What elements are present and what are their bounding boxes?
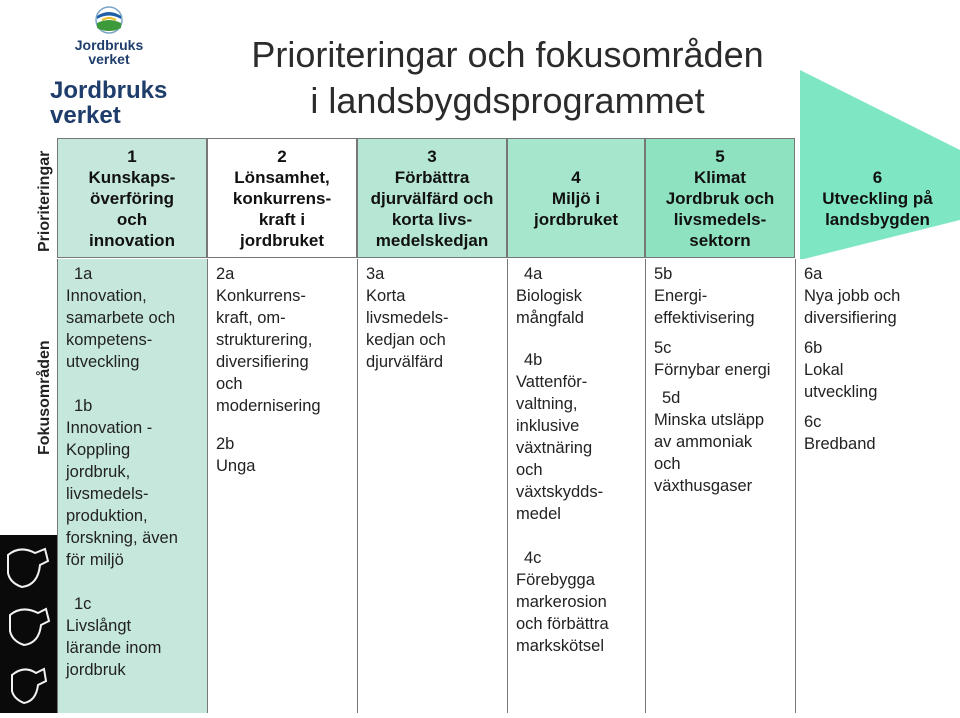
focus-item-4a [516, 263, 641, 329]
focus-item-2a [216, 263, 353, 417]
focus-code: 6b [804, 339, 823, 357]
focus-code: 4a [524, 265, 543, 283]
page-title [205, 32, 810, 124]
priority-4 [507, 138, 645, 258]
focus-text: Biologisk mångfald [516, 287, 584, 327]
focus-text: Bredband [804, 435, 876, 453]
focus-item-6c [804, 411, 956, 455]
focus-column-2 [207, 259, 357, 713]
focus-text: Korta livsmedels- kedjan och djurvälfärd [366, 287, 449, 371]
focus-text: Vattenför- valtning, inklusive växtnäring och växtskydds- medel [516, 373, 604, 523]
focus-code: 3a [366, 265, 385, 283]
focus-text: Konkurrens- kraft, om- strukturering, diversifiering och modernisering [216, 287, 321, 415]
focus-code: 6a [804, 265, 823, 283]
focus-item-5d [654, 387, 791, 497]
focus-text: Lokal utveckling [804, 361, 878, 401]
priority-label: 6 Utveckling på landsbygden [822, 167, 933, 229]
focus-item-1c [66, 593, 203, 681]
focus-item-4b [516, 349, 641, 525]
priority-label: 2 Lönsamhet, konkurrens- kraft i jordbruket [232, 146, 332, 250]
focus-item-3a [366, 263, 503, 373]
focus-code: 5b [654, 265, 673, 283]
focus-column-1 [57, 259, 207, 713]
cow-silhouette-icon [0, 535, 57, 713]
svg-text:verket: verket [88, 51, 130, 66]
title-line-2: i landsbygdsprogrammet [310, 80, 705, 121]
svg-text:Jordbruks: Jordbruks [50, 77, 168, 104]
side-label-prioriteringar: Prioriteringar [36, 150, 53, 252]
focus-text: Innovation, samarbete och kompetens- utveckling [66, 287, 176, 371]
svg-text:Jordbruks: Jordbruks [74, 37, 144, 53]
focus-code: 4b [524, 351, 543, 369]
focus-text: Unga [216, 457, 256, 475]
focus-column-5 [645, 259, 795, 713]
focus-item-2b [216, 433, 353, 477]
focus-text: Energi- effektivisering [654, 287, 755, 327]
svg-text:verket: verket [50, 102, 121, 126]
focus-text: Minska utsläpp av ammoniak och växthusgaser [654, 411, 765, 495]
priority-label: 1 Kunskaps- överföring och innovation [88, 146, 176, 250]
focus-text: Livslångt lärande inom jordbruk [66, 617, 162, 679]
priority-2 [207, 138, 357, 258]
priority-5 [645, 138, 795, 258]
focus-item-1b [66, 395, 203, 571]
focus-item-5b [654, 263, 791, 329]
focus-column-4 [507, 259, 645, 713]
focus-item-6a [804, 263, 956, 329]
focus-item-4c [516, 547, 641, 657]
seal-icon [96, 7, 122, 33]
jordbruksverket-logo-small [68, 4, 150, 66]
focus-code: 1c [74, 595, 92, 613]
focus-code: 1a [74, 265, 93, 283]
side-label-fokusomraden: Fokusområden [36, 340, 53, 455]
focus-item-5c [654, 337, 791, 381]
decorative-image-strip [0, 535, 57, 713]
focus-text: Innovation - Koppling jordbruk, livsmedels- produktion, forskning, även för miljö [66, 419, 178, 569]
focus-item-6b [804, 337, 956, 403]
focus-code: 1b [74, 397, 93, 415]
priority-label: 3 Förbättra djurvälfärd och korta livs- medelskedjan [370, 146, 494, 250]
priority-1 [57, 138, 207, 258]
focus-code: 5d [662, 389, 681, 407]
focus-code: 6c [804, 413, 822, 431]
focus-column-6 [795, 259, 960, 713]
focus-text: Förnybar energi [654, 361, 771, 379]
focus-text: Förebygga markerosion och förbättra markskötsel [516, 571, 609, 655]
focus-code: 5c [654, 339, 672, 357]
priority-3 [357, 138, 507, 258]
focus-code: 2a [216, 265, 235, 283]
priority-label: 5 Klimat Jordbruk och livsmedels- sektorn [665, 146, 775, 250]
focus-code: 4c [524, 549, 542, 567]
priority-6 [795, 138, 960, 258]
focus-code: 2b [216, 435, 235, 453]
focus-text: Nya jobb och diversifiering [804, 287, 901, 327]
focus-item-1a [66, 263, 203, 373]
focus-column-3 [357, 259, 507, 713]
title-line-1: Prioriteringar och fokusområden [251, 34, 764, 75]
priority-label: 4 Miljö i jordbruket [533, 167, 619, 229]
jordbruksverket-logo-large [48, 76, 170, 126]
